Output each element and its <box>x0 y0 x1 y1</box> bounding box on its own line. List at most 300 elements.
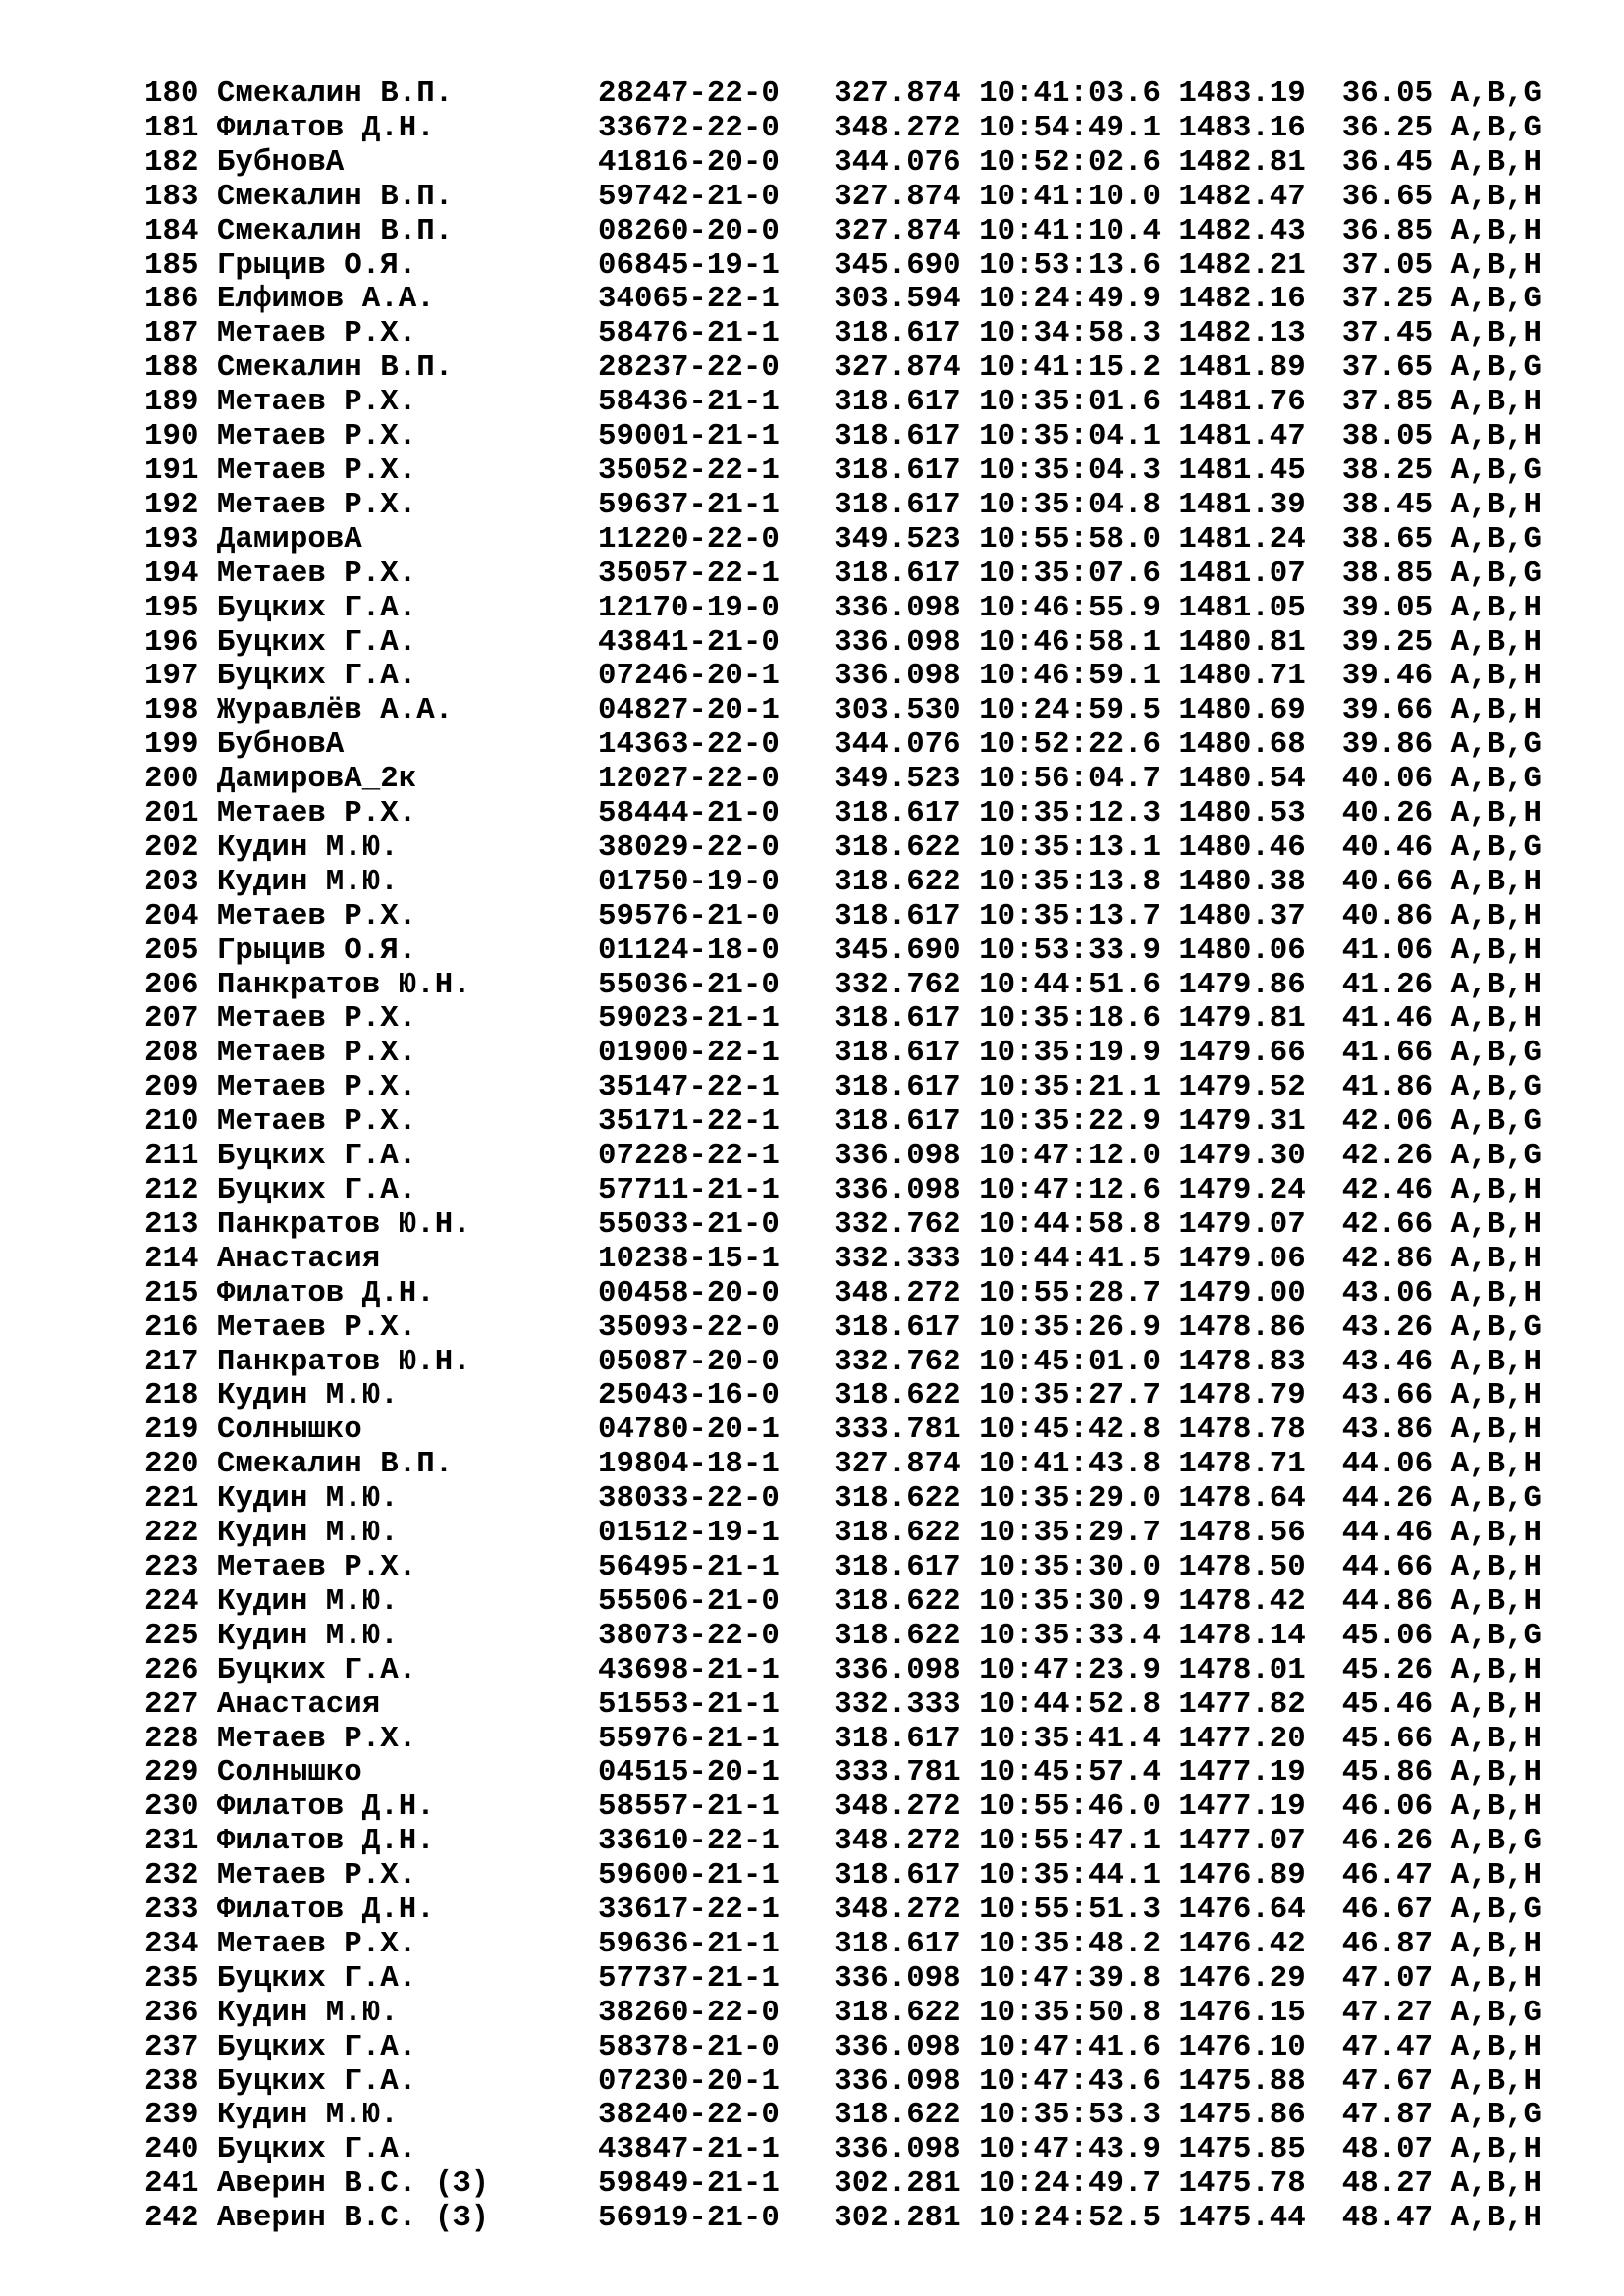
table-row <box>144 1723 1542 1757</box>
table-row <box>144 1071 1542 1105</box>
speed-value: 1476.42 <box>1178 1926 1306 1961</box>
arrival-time: 10:55:58.0 <box>979 521 1161 557</box>
place-number: 189 <box>144 385 199 420</box>
categories: A,B,H <box>1450 419 1542 454</box>
speed-value: 1480.54 <box>1178 762 1306 797</box>
table-row <box>144 454 1542 489</box>
arrival-time: 10:47:12.0 <box>979 1139 1161 1174</box>
table-row <box>144 1208 1542 1243</box>
coefficient: 42.46 <box>1341 1173 1434 1207</box>
distance-km: 318.617 <box>834 1104 961 1140</box>
table-row <box>144 1002 1542 1037</box>
categories: A,B,H <box>1450 213 1542 248</box>
distance-km: 333.781 <box>834 1413 961 1448</box>
table-row <box>144 249 1542 284</box>
place-number: 219 <box>144 1413 199 1448</box>
categories: A,B,H <box>1450 1652 1542 1687</box>
categories: A,B,G <box>1450 1036 1542 1071</box>
table-row <box>144 2065 1542 2100</box>
place-number: 241 <box>144 2166 199 2202</box>
distance-km: 318.617 <box>834 1309 961 1345</box>
speed-value: 1481.76 <box>1178 385 1306 420</box>
distance-km: 345.690 <box>834 247 961 283</box>
fancier-name: Метаев Р.Х. <box>216 1858 417 1894</box>
distance-km: 318.617 <box>834 1549 961 1584</box>
fancier-name: Филатов Д.Н. <box>216 1789 435 1825</box>
distance-km: 327.874 <box>834 179 961 214</box>
speed-value: 1481.24 <box>1178 521 1306 557</box>
categories: A,B,H <box>1450 2201 1542 2236</box>
speed-value: 1478.50 <box>1178 1549 1306 1584</box>
speed-value: 1478.83 <box>1178 1344 1306 1379</box>
speed-value: 1482.16 <box>1178 282 1306 317</box>
fancier-name: Панкратов Ю.Н. <box>216 1206 471 1242</box>
coefficient: 36.45 <box>1341 144 1434 180</box>
ring-number: 56495-21-1 <box>598 1549 780 1584</box>
arrival-time: 10:45:57.4 <box>979 1755 1161 1790</box>
speed-value: 1479.31 <box>1178 1104 1306 1140</box>
coefficient: 44.06 <box>1341 1447 1434 1482</box>
arrival-time: 10:35:07.6 <box>979 556 1161 591</box>
categories: A,B,G <box>1450 556 1542 591</box>
place-number: 201 <box>144 796 199 831</box>
fancier-name: Буцких Г.А. <box>216 1173 417 1207</box>
fancier-name: Филатов Д.Н. <box>216 110 435 145</box>
table-row <box>144 523 1542 558</box>
categories: A,B,H <box>1450 1926 1542 1961</box>
arrival-time: 10:35:18.6 <box>979 1001 1161 1037</box>
arrival-time: 10:24:49.7 <box>979 2166 1161 2202</box>
place-number: 242 <box>144 2201 199 2236</box>
coefficient: 44.46 <box>1341 1516 1434 1551</box>
speed-value: 1475.88 <box>1178 2063 1306 2099</box>
coefficient: 47.87 <box>1341 2098 1434 2133</box>
table-row <box>144 626 1542 661</box>
speed-value: 1483.16 <box>1178 110 1306 145</box>
coefficient: 48.27 <box>1341 2166 1434 2202</box>
distance-km: 327.874 <box>834 77 961 111</box>
distance-km: 318.617 <box>834 1721 961 1756</box>
fancier-name: Журавлёв А.А. <box>216 693 454 728</box>
table-row <box>144 1482 1542 1517</box>
ring-number: 07228-22-1 <box>598 1139 780 1174</box>
categories: A,B,H <box>1450 2063 1542 2099</box>
arrival-time: 10:52:02.6 <box>979 144 1161 180</box>
place-number: 193 <box>144 521 199 557</box>
distance-km: 318.622 <box>834 1481 961 1517</box>
arrival-time: 10:35:12.3 <box>979 796 1161 831</box>
ring-number: 59742-21-0 <box>598 179 780 214</box>
table-row <box>144 1790 1542 1825</box>
coefficient: 39.46 <box>1341 659 1434 694</box>
fancier-name: Филатов Д.Н. <box>216 1275 435 1310</box>
coefficient: 45.66 <box>1341 1721 1434 1756</box>
ring-number: 59001-21-1 <box>598 419 780 454</box>
categories: A,B,H <box>1450 1516 1542 1551</box>
coefficient: 45.46 <box>1341 1686 1434 1722</box>
fancier-name: ДамировА <box>216 521 362 557</box>
distance-km: 302.281 <box>834 2201 961 2236</box>
place-number: 203 <box>144 864 199 899</box>
distance-km: 349.523 <box>834 762 961 797</box>
speed-value: 1475.85 <box>1178 2132 1306 2167</box>
arrival-time: 10:24:59.5 <box>979 693 1161 728</box>
distance-km: 318.617 <box>834 453 961 488</box>
speed-value: 1477.20 <box>1178 1721 1306 1756</box>
speed-value: 1476.89 <box>1178 1858 1306 1894</box>
fancier-name: Метаев Р.Х. <box>216 1309 417 1345</box>
ring-number: 25043-16-0 <box>598 1378 780 1414</box>
fancier-name: Метаев Р.Х. <box>216 419 417 454</box>
coefficient: 42.26 <box>1341 1139 1434 1174</box>
arrival-time: 10:35:50.8 <box>979 1995 1161 2030</box>
place-number: 226 <box>144 1652 199 1687</box>
distance-km: 318.617 <box>834 1070 961 1105</box>
coefficient: 36.85 <box>1341 213 1434 248</box>
coefficient: 37.45 <box>1341 316 1434 351</box>
distance-km: 332.762 <box>834 967 961 1002</box>
fancier-name: Метаев Р.Х. <box>216 1926 417 1961</box>
place-number: 227 <box>144 1686 199 1722</box>
coefficient: 38.85 <box>1341 556 1434 591</box>
arrival-time: 10:53:13.6 <box>979 247 1161 283</box>
table-row <box>144 2133 1542 2167</box>
speed-value: 1483.19 <box>1178 77 1306 111</box>
arrival-time: 10:47:41.6 <box>979 2029 1161 2064</box>
coefficient: 36.65 <box>1341 179 1434 214</box>
fancier-name: Буцких Г.А. <box>216 1960 417 1996</box>
fancier-name: Метаев Р.Х. <box>216 898 417 934</box>
categories: A,B,H <box>1450 1413 1542 1448</box>
distance-km: 336.098 <box>834 1960 961 1996</box>
place-number: 232 <box>144 1858 199 1894</box>
place-number: 235 <box>144 1960 199 1996</box>
speed-value: 1480.37 <box>1178 898 1306 934</box>
distance-km: 303.594 <box>834 282 961 317</box>
ring-number: 07230-20-1 <box>598 2063 780 2099</box>
place-number: 224 <box>144 1583 199 1619</box>
coefficient: 45.06 <box>1341 1618 1434 1653</box>
fancier-name: Буцких Г.А. <box>216 659 417 694</box>
distance-km: 318.622 <box>834 829 961 865</box>
categories: A,B,G <box>1450 521 1542 557</box>
categories: A,B,G <box>1450 1139 1542 1174</box>
speed-value: 1478.56 <box>1178 1516 1306 1551</box>
categories: A,B,H <box>1450 590 1542 625</box>
speed-value: 1477.82 <box>1178 1686 1306 1722</box>
arrival-time: 10:35:53.3 <box>979 2098 1161 2133</box>
place-number: 211 <box>144 1139 199 1174</box>
ring-number: 59600-21-1 <box>598 1858 780 1894</box>
distance-km: 318.617 <box>834 556 961 591</box>
fancier-name: Кудин М.Ю. <box>216 2098 399 2133</box>
distance-km: 327.874 <box>834 350 961 386</box>
speed-value: 1476.10 <box>1178 2029 1306 2064</box>
ring-number: 38073-22-0 <box>598 1618 780 1653</box>
ring-number: 38033-22-0 <box>598 1481 780 1517</box>
categories: A,B,G <box>1450 1481 1542 1517</box>
speed-value: 1482.21 <box>1178 247 1306 283</box>
table-row <box>144 1928 1542 1962</box>
fancier-name: Метаев Р.Х. <box>216 385 417 420</box>
place-number: 218 <box>144 1378 199 1414</box>
distance-km: 302.281 <box>834 2166 961 2202</box>
table-row <box>144 1379 1542 1414</box>
place-number: 183 <box>144 179 199 214</box>
categories: A,B,G <box>1450 1618 1542 1653</box>
place-number: 200 <box>144 762 199 797</box>
fancier-name: Панкратов Ю.Н. <box>216 967 471 1002</box>
table-row <box>144 763 1542 797</box>
arrival-time: 10:24:49.9 <box>979 282 1161 317</box>
coefficient: 47.47 <box>1341 2029 1434 2064</box>
fancier-name: Кудин М.Ю. <box>216 1481 399 1517</box>
arrival-time: 10:53:33.9 <box>979 933 1161 968</box>
distance-km: 318.622 <box>834 1583 961 1619</box>
categories: A,B,H <box>1450 1378 1542 1414</box>
speed-value: 1480.71 <box>1178 659 1306 694</box>
ring-number: 12170-19-0 <box>598 590 780 625</box>
table-row <box>144 1311 1542 1346</box>
categories: A,B,G <box>1450 110 1542 145</box>
ring-number: 34065-22-1 <box>598 282 780 317</box>
categories: A,B,H <box>1450 1858 1542 1894</box>
speed-value: 1481.45 <box>1178 453 1306 488</box>
place-number: 198 <box>144 693 199 728</box>
fancier-name: Кудин М.Ю. <box>216 829 399 865</box>
categories: A,B,H <box>1450 1241 1542 1276</box>
speed-value: 1481.89 <box>1178 350 1306 386</box>
coefficient: 38.65 <box>1341 521 1434 557</box>
speed-value: 1480.68 <box>1178 727 1306 763</box>
arrival-time: 10:35:30.0 <box>979 1549 1161 1584</box>
table-row <box>144 283 1542 317</box>
table-row <box>144 112 1542 146</box>
speed-value: 1482.13 <box>1178 316 1306 351</box>
categories: A,B,H <box>1450 624 1542 660</box>
table-row <box>144 1962 1542 1997</box>
ring-number: 01512-19-1 <box>598 1516 780 1551</box>
place-number: 185 <box>144 247 199 283</box>
distance-km: 332.762 <box>834 1206 961 1242</box>
ring-number: 51553-21-1 <box>598 1686 780 1722</box>
ring-number: 14363-22-0 <box>598 727 780 763</box>
fancier-name: Кудин М.Ю. <box>216 1378 399 1414</box>
fancier-name: Панкратов Ю.Н. <box>216 1344 471 1379</box>
coefficient: 41.46 <box>1341 1001 1434 1037</box>
fancier-name: Кудин М.Ю. <box>216 1516 399 1551</box>
distance-km: 318.622 <box>834 1618 961 1653</box>
ring-number: 58444-21-0 <box>598 796 780 831</box>
place-number: 209 <box>144 1070 199 1105</box>
coefficient: 42.06 <box>1341 1104 1434 1140</box>
distance-km: 336.098 <box>834 1173 961 1207</box>
speed-value: 1479.30 <box>1178 1139 1306 1174</box>
ring-number: 56919-21-0 <box>598 2201 780 2236</box>
arrival-time: 10:56:04.7 <box>979 762 1161 797</box>
fancier-name: ДамировА_2к <box>216 762 417 797</box>
speed-value: 1480.46 <box>1178 829 1306 865</box>
speed-value: 1479.07 <box>1178 1206 1306 1242</box>
ring-number: 35093-22-0 <box>598 1309 780 1345</box>
ring-number: 57737-21-1 <box>598 1960 780 1996</box>
distance-km: 318.617 <box>834 1858 961 1894</box>
ring-number: 05087-20-0 <box>598 1344 780 1379</box>
ring-number: 59576-21-0 <box>598 898 780 934</box>
place-number: 192 <box>144 487 199 522</box>
ring-number: 55506-21-0 <box>598 1583 780 1619</box>
fancier-name: БубновА <box>216 144 345 180</box>
distance-km: 318.617 <box>834 487 961 522</box>
categories: A,B,H <box>1450 1960 1542 1996</box>
arrival-time: 10:41:10.4 <box>979 213 1161 248</box>
table-row <box>144 181 1542 215</box>
place-number: 197 <box>144 659 199 694</box>
distance-km: 318.617 <box>834 385 961 420</box>
coefficient: 46.06 <box>1341 1789 1434 1825</box>
table-row <box>144 1517 1542 1551</box>
speed-value: 1478.86 <box>1178 1309 1306 1345</box>
place-number: 240 <box>144 2132 199 2167</box>
categories: A,B,G <box>1450 350 1542 386</box>
coefficient: 43.46 <box>1341 1344 1434 1379</box>
place-number: 202 <box>144 829 199 865</box>
coefficient: 37.85 <box>1341 385 1434 420</box>
ring-number: 35052-22-1 <box>598 453 780 488</box>
categories: A,B,H <box>1450 1344 1542 1379</box>
fancier-name: Метаев Р.Х. <box>216 556 417 591</box>
distance-km: 318.617 <box>834 1001 961 1037</box>
ring-number: 35147-22-1 <box>598 1070 780 1105</box>
ring-number: 01750-19-0 <box>598 864 780 899</box>
fancier-name: Метаев Р.Х. <box>216 796 417 831</box>
place-number: 180 <box>144 77 199 111</box>
categories: A,B,H <box>1450 2029 1542 2064</box>
fancier-name: Филатов Д.Н. <box>216 1893 435 1928</box>
arrival-time: 10:35:04.1 <box>979 419 1161 454</box>
arrival-time: 10:46:59.1 <box>979 659 1161 694</box>
place-number: 195 <box>144 590 199 625</box>
coefficient: 40.46 <box>1341 829 1434 865</box>
table-row <box>144 2099 1542 2133</box>
fancier-name: Солнышко <box>216 1413 362 1448</box>
fancier-name: Аверин В.С. (З) <box>216 2166 490 2202</box>
coefficient: 37.05 <box>1341 247 1434 283</box>
coefficient: 47.07 <box>1341 1960 1434 1996</box>
ring-number: 55976-21-1 <box>598 1721 780 1756</box>
ring-number: 06845-19-1 <box>598 247 780 283</box>
speed-value: 1475.44 <box>1178 2201 1306 2236</box>
speed-value: 1476.29 <box>1178 1960 1306 1996</box>
ring-number: 12027-22-0 <box>598 762 780 797</box>
table-row <box>144 1551 1542 1585</box>
ring-number: 43841-21-0 <box>598 624 780 660</box>
coefficient: 41.06 <box>1341 933 1434 968</box>
categories: A,B,G <box>1450 727 1542 763</box>
arrival-time: 10:35:48.2 <box>979 1926 1161 1961</box>
table-row <box>144 1277 1542 1311</box>
ring-number: 04515-20-1 <box>598 1755 780 1790</box>
ring-number: 10238-15-1 <box>598 1241 780 1276</box>
categories: A,B,H <box>1450 659 1542 694</box>
speed-value: 1476.15 <box>1178 1995 1306 2030</box>
arrival-time: 10:35:13.1 <box>979 829 1161 865</box>
place-number: 187 <box>144 316 199 351</box>
ring-number: 43698-21-1 <box>598 1652 780 1687</box>
place-number: 214 <box>144 1241 199 1276</box>
fancier-name: БубновА <box>216 727 345 763</box>
place-number: 223 <box>144 1549 199 1584</box>
table-row <box>144 2031 1542 2065</box>
arrival-time: 10:55:51.3 <box>979 1893 1161 1928</box>
categories: A,B,G <box>1450 77 1542 111</box>
place-number: 207 <box>144 1001 199 1037</box>
coefficient: 44.86 <box>1341 1583 1434 1619</box>
ring-number: 59637-21-1 <box>598 487 780 522</box>
fancier-name: Смекалин В.П. <box>216 179 454 214</box>
categories: A,B,H <box>1450 247 1542 283</box>
table-row <box>144 1688 1542 1723</box>
distance-km: 318.622 <box>834 1516 961 1551</box>
categories: A,B,H <box>1450 1447 1542 1482</box>
distance-km: 348.272 <box>834 110 961 145</box>
table-row <box>144 969 1542 1003</box>
fancier-name: Буцких Г.А. <box>216 2132 417 2167</box>
categories: A,B,H <box>1450 2132 1542 2167</box>
speed-value: 1480.53 <box>1178 796 1306 831</box>
fancier-name: Смекалин В.П. <box>216 1447 454 1482</box>
table-row <box>144 1620 1542 1654</box>
ring-number: 43847-21-1 <box>598 2132 780 2167</box>
speed-value: 1478.71 <box>1178 1447 1306 1482</box>
arrival-time: 10:44:58.8 <box>979 1206 1161 1242</box>
arrival-time: 10:55:46.0 <box>979 1789 1161 1825</box>
results-table <box>144 78 1542 2236</box>
coefficient: 36.05 <box>1341 77 1434 111</box>
place-number: 194 <box>144 556 199 591</box>
fancier-name: Аверин В.С. (З) <box>216 2201 490 2236</box>
table-row <box>144 317 1542 351</box>
place-number: 186 <box>144 282 199 317</box>
arrival-time: 10:46:58.1 <box>979 624 1161 660</box>
table-row <box>144 1140 1542 1174</box>
distance-km: 336.098 <box>834 1139 961 1174</box>
fancier-name: Метаев Р.Х. <box>216 316 417 351</box>
table-row <box>144 934 1542 969</box>
coefficient: 45.26 <box>1341 1652 1434 1687</box>
distance-km: 336.098 <box>834 1652 961 1687</box>
coefficient: 46.47 <box>1341 1858 1434 1894</box>
table-row <box>144 797 1542 831</box>
fancier-name: Метаев Р.Х. <box>216 1001 417 1037</box>
place-number: 182 <box>144 144 199 180</box>
fancier-name: Солнышко <box>216 1755 362 1790</box>
arrival-time: 10:24:52.5 <box>979 2201 1161 2236</box>
fancier-name: Буцких Г.А. <box>216 1139 417 1174</box>
table-row <box>144 592 1542 626</box>
coefficient: 37.25 <box>1341 282 1434 317</box>
coefficient: 41.66 <box>1341 1036 1434 1071</box>
table-row <box>144 1105 1542 1140</box>
categories: A,B,H <box>1450 1686 1542 1722</box>
arrival-time: 10:45:42.8 <box>979 1413 1161 1448</box>
fancier-name: Анастасия <box>216 1241 381 1276</box>
arrival-time: 10:54:49.1 <box>979 110 1161 145</box>
table-row <box>144 728 1542 763</box>
categories: A,B,H <box>1450 933 1542 968</box>
place-number: 212 <box>144 1173 199 1207</box>
place-number: 220 <box>144 1447 199 1482</box>
